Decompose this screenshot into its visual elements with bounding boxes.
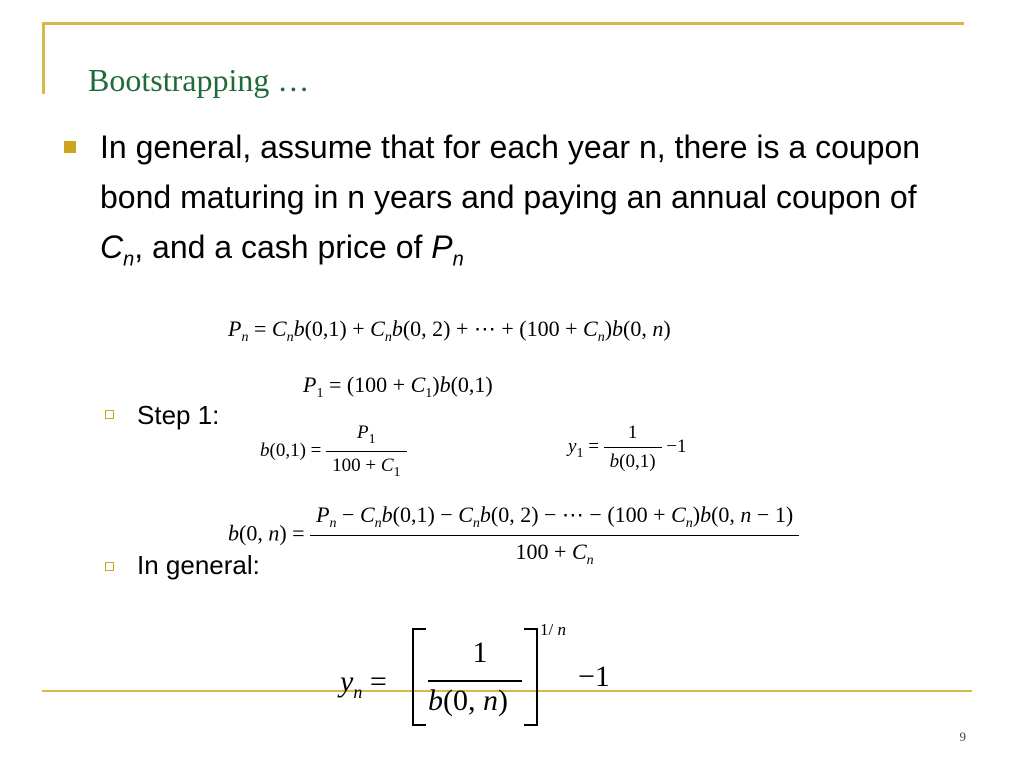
page-number: 9 [959,729,966,744]
step1-bullet-icon [105,410,114,419]
yn-exponent: 1/ n [540,620,566,639]
bullet-square-icon [64,141,76,153]
general-label: In general: [137,550,260,580]
cn-symbol: C [100,229,124,265]
main-text-part1: In general, assume that for each year n, there is a coupon bond maturing in n years and paying an annual coupon of [100,129,921,215]
frame-top-line [42,22,964,25]
yn-fraction-bar [428,680,522,682]
right-bracket [524,628,538,726]
yn-minus-one: −1 [578,660,610,693]
step1-label: Step 1: [137,400,220,430]
equation-y1: $y_1$ = $\frac{1}{b(0,1)}$ −1 [568,422,687,472]
equation-b0n: b(0, n) = $\frac{P_n - C_nb(0,1) - C_nb(0, 2) - \cdots - (100 + C_n)b(0, n - 1)}{100 + C_n}$ [228,502,799,569]
equation-pn: $P_n = C_nb(0,1) + C_nb(0$, 2) + ⋯ + $(100 + C_n)b(0$, n) [228,316,671,345]
yn-denominator: b(0, n) [428,684,508,717]
slide-title: Bootstrapping … [88,62,310,98]
cn-subscript: n [123,248,135,271]
general-bullet-icon [105,562,114,571]
frame-left-line [42,22,45,94]
equation-p1: $P_1 = (100 + C_1)b(0,1)$ [303,372,493,401]
pn-subscript: n [452,248,464,271]
left-bracket [412,628,426,726]
yn-numerator: 1 [472,636,488,669]
equation-b01: b(0,1) = $\frac{P_1}{100 + C_1}$ [260,422,407,481]
yn-lhs: $y_n$ = [340,665,387,702]
main-paragraph [100,122,950,284]
pn-symbol: P [431,229,453,265]
main-text-part2: , and a cash price of [134,229,432,265]
